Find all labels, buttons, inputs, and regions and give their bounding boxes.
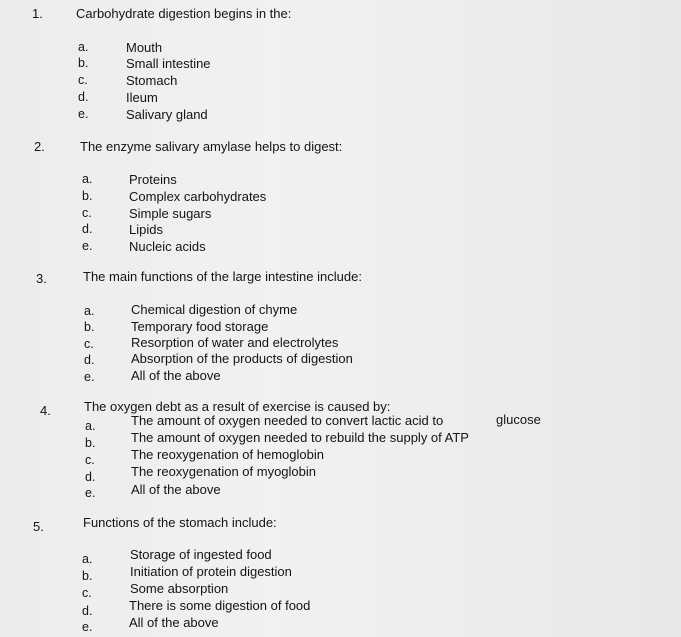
question-5-option-c-text: Some absorption: [130, 581, 229, 596]
question-4-option-a-letter: a.: [85, 419, 96, 433]
question-5-option-e-text: All of the above: [129, 615, 219, 630]
question-3-text: The main functions of the large intestine include:: [83, 269, 362, 284]
question-1-option-d-text: Ileum: [126, 90, 158, 105]
question-1-option-e-text: Salivary gland: [126, 107, 208, 122]
question-3-option-e-letter: e.: [84, 370, 95, 384]
question-2-option-c-letter: c.: [82, 206, 92, 220]
question-2-option-c-text: Simple sugars: [129, 206, 212, 221]
question-1-option-c-text: Stomach: [126, 73, 178, 88]
question-1-option-c-letter: c.: [78, 73, 88, 87]
question-5-option-c-letter: c.: [82, 586, 92, 600]
question-2-option-b-letter: b.: [82, 189, 93, 203]
question-3-option-a-text: Chemical digestion of chyme: [131, 302, 298, 317]
question-5-text: Functions of the stomach include:: [83, 515, 277, 530]
question-1-option-e-letter: e.: [78, 107, 89, 121]
question-3-option-d-text: Absorption of the products of digestion: [131, 351, 353, 366]
question-1-option-a-text: Mouth: [126, 40, 163, 55]
question-5-option-b-text: Initiation of protein digestion: [130, 564, 292, 579]
question-3-option-e-text: All of the above: [131, 368, 221, 383]
question-2-option-e-text: Nucleic acids: [129, 239, 206, 254]
question-1-option-b-text: Small intestine: [126, 56, 211, 71]
question-4-text: The oxygen debt as a result of exercise is caused by:: [84, 399, 391, 414]
question-2-option-d-text: Lipids: [129, 222, 163, 237]
question-2-option-d-letter: d.: [82, 222, 93, 236]
question-3-option-b-text: Temporary food storage: [131, 319, 269, 334]
question-4-option-a-overflow-word: glucose: [496, 412, 541, 427]
question-4-number: 4.: [40, 403, 51, 418]
question-1-number: 1.: [32, 6, 43, 21]
question-1-option-d-letter: d.: [78, 90, 89, 104]
question-4-option-d-text: The reoxygenation of myoglobin: [131, 464, 317, 479]
question-1-option-a-letter: a.: [78, 40, 89, 54]
question-4-option-b-letter: b.: [85, 436, 96, 450]
question-4-option-b-text: The amount of oxygen needed to rebuild the supply of ATP: [131, 430, 469, 445]
question-3-option-c-letter: c.: [84, 337, 94, 351]
question-2-text: The enzyme salivary amylase helps to digest:: [80, 139, 343, 154]
question-2-option-e-letter: e.: [82, 239, 93, 253]
question-1-option-b-letter: b.: [78, 56, 89, 70]
question-5-option-e-letter: e.: [82, 620, 93, 634]
question-3-option-a-letter: a.: [84, 304, 95, 318]
question-5-option-a-text: Storage of ingested food: [130, 547, 272, 562]
question-5-option-b-letter: b.: [82, 569, 93, 583]
question-3-option-d-letter: d.: [84, 353, 95, 367]
question-4-option-e-text: All of the above: [131, 482, 221, 497]
question-5-number: 5.: [33, 519, 44, 534]
question-1-text: Carbohydrate digestion begins in the:: [76, 6, 292, 21]
question-2-number: 2.: [34, 139, 45, 154]
question-3-option-c-text: Resorption of water and electrolytes: [131, 335, 339, 350]
question-4-option-c-text: The reoxygenation of hemoglobin: [131, 447, 324, 462]
question-2-option-a-letter: a.: [82, 172, 93, 186]
question-2-option-a-text: Proteins: [129, 172, 177, 187]
question-4-option-c-letter: c.: [85, 453, 95, 467]
question-5-option-d-text: There is some digestion of food: [129, 598, 311, 613]
question-4-option-d-letter: d.: [85, 470, 96, 484]
question-2-option-b-text: Complex carbohydrates: [129, 189, 267, 204]
question-3-option-b-letter: b.: [84, 320, 95, 334]
question-5-option-d-letter: d.: [82, 604, 93, 618]
question-5-option-a-letter: a.: [82, 552, 93, 566]
question-4-option-e-letter: e.: [85, 486, 96, 500]
question-4-option-a-text: The amount of oxygen needed to convert lactic acid to: [131, 413, 444, 428]
question-3-number: 3.: [36, 271, 47, 286]
